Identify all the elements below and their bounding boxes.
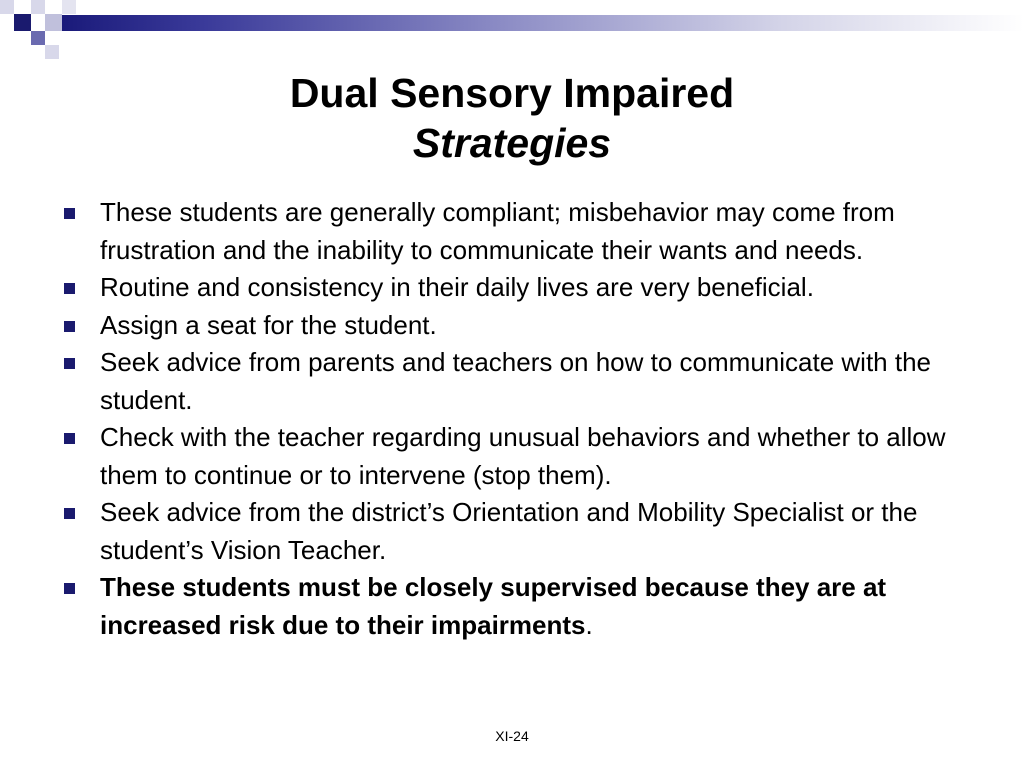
bullet-text: Check with the teacher regarding unusual behaviors and whether to allow them to continue or to intervene (stop them). xyxy=(100,422,946,490)
bullet-item xyxy=(62,307,982,345)
bullet-item xyxy=(62,194,982,269)
bullet-text: Seek advice from the district’s Orientation and Mobility Specialist or the student’s Vision Teacher. xyxy=(100,497,918,565)
title-line-2: Strategies xyxy=(412,120,612,166)
bullet-item xyxy=(62,419,982,494)
square-bullet-icon xyxy=(64,433,75,444)
square-bullet-icon xyxy=(64,321,75,332)
header-gradient-bar xyxy=(62,15,1024,31)
slide-number: XI-24 xyxy=(495,728,529,744)
bullet-text: Assign a seat for the student. xyxy=(100,309,437,340)
square-bullet-icon xyxy=(64,508,75,519)
bullet-tail: . xyxy=(585,609,593,640)
square-bullet-icon xyxy=(64,583,75,594)
bullet-list xyxy=(62,194,982,644)
bullet-item xyxy=(62,269,982,307)
bullet-item-emphasis xyxy=(62,569,982,644)
bullet-text: Seek advice from parents and teachers on how to communicate with the student. xyxy=(100,347,931,415)
bullet-text: Routine and consistency in their daily lives are very beneficial. xyxy=(100,272,814,302)
square-bullet-icon xyxy=(64,208,75,219)
bullet-text: These students are generally compliant; misbehavior may come from frustration and the inability to communicate their wants and needs. xyxy=(100,197,895,265)
bullet-item xyxy=(62,494,982,569)
square-bullet-icon xyxy=(64,358,75,369)
slide-title xyxy=(0,68,1024,168)
title-line-1: Dual Sensory Impaired xyxy=(289,70,735,116)
bullet-text: These students must be closely supervised because they are at increased risk due to their impairments xyxy=(100,572,887,640)
bullet-item xyxy=(62,344,982,419)
corner-squares-icon xyxy=(0,0,90,62)
square-bullet-icon xyxy=(64,283,75,294)
